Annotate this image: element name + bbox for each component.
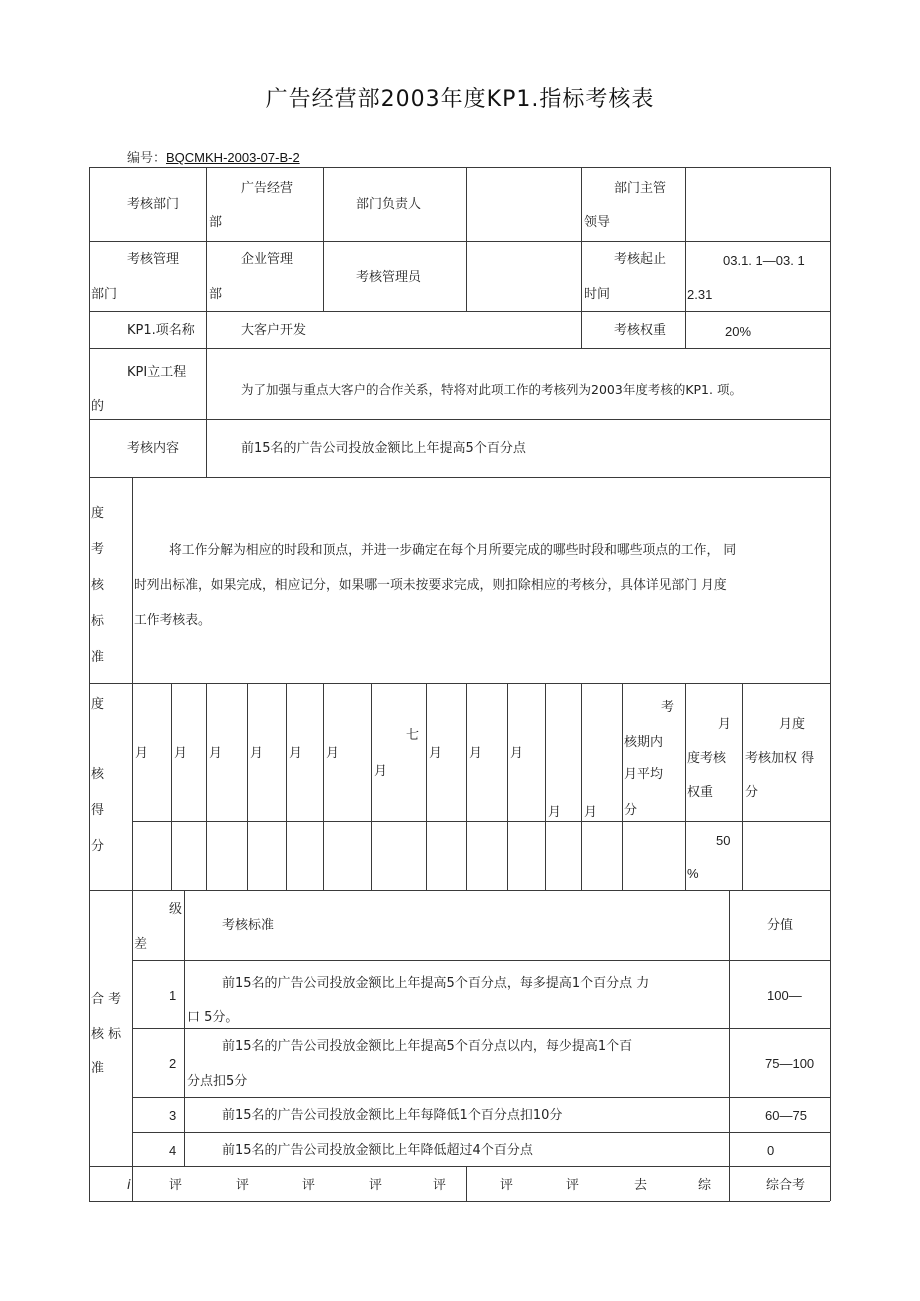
col-divider [206,683,207,890]
col-divider [466,1166,467,1201]
level-header-line2: 差 [134,937,148,952]
table-border-right [830,167,831,1201]
table-border-top [89,167,830,168]
grade-standard-line1: 前15名的广告公司投放金额比上年提高5个百分点，每多提高1个百分点 力 [222,976,650,991]
avg-header-line: 分 [624,803,638,818]
dept-value-line1: 广告经营 [241,181,294,196]
bottom-cell: 评 [236,1178,250,1193]
month-header: 月 [469,746,483,761]
period-label-line2: 时间 [584,287,611,302]
month-header: 月 [510,746,524,761]
code-value: BQCMKH-2003-07-B-2 [166,150,300,165]
grade-standard-line1: 前15名的广告公司投放金额比上年降低超过4个百分点 [222,1143,533,1158]
weight-value-line1: 50 [716,833,731,848]
month-header: 月 [584,805,598,820]
weight-label: 考核权重 [614,323,667,338]
month-header: 月 [250,746,264,761]
row-divider [132,1132,830,1133]
col-divider [685,683,686,890]
table-border-bottom [89,1201,830,1202]
col-divider [742,683,743,890]
bottom-cell: 去 [634,1178,648,1193]
weighted-header-line: 月度 [779,717,806,732]
grade-level: 4 [169,1143,177,1158]
col-divider [132,477,133,890]
grade-standard-line2: 口 5分。 [187,1010,239,1025]
avg-header-line: 核期内 [624,735,664,750]
month-header: 月 [135,746,149,761]
bottom-cell: 评 [566,1178,580,1193]
monthly-standard-text-line2: 时列出标准，如果完成，相应记分，如果哪一项未按要求完成，则扣除相应的考核分，具体详见部门 月度 [134,578,727,593]
monthly-standard-text-line3: 工作考核表。 [134,613,211,628]
monthly-score-label-char: 分 [91,839,105,854]
grading-label-line3: 准 [91,1061,105,1076]
period-value-line1: 03.1. 1—03. 1 [723,253,805,268]
bottom-cell: 综 [698,1178,712,1193]
col-divider [545,683,546,890]
row-divider [89,348,830,349]
col-divider [132,890,133,1201]
col-divider [426,683,427,890]
row-divider [132,1028,830,1029]
month-header: 月 [174,746,188,761]
mgmt-dept-label-line2: 部门 [91,287,118,302]
row-divider [89,241,830,242]
purpose-label-line1: KPI立工程 [127,365,187,380]
col-divider [184,890,185,1166]
admin-label: 考核管理员 [356,270,422,285]
grading-label-line1: 合 考 [91,992,122,1007]
col-divider [685,167,686,348]
col-divider [729,890,730,1201]
weight-header-line: 权重 [687,785,714,800]
month-header-july-char: 月 [374,764,388,779]
bottom-first-cell: i [127,1178,131,1193]
col-divider [466,683,467,890]
standard-header: 考核标准 [222,918,275,933]
col-divider [247,683,248,890]
dept-head-label: 部门负责人 [356,197,422,212]
weight-value: 20% [725,324,752,339]
mgmt-dept-value-line1: 企业管理 [241,252,294,267]
grade-score: 100— [767,988,802,1003]
grade-standard-line1: 前15名的广告公司投放金额比上年每降低1个百分点扣10分 [222,1108,563,1123]
row-divider [89,683,830,684]
row-divider [132,960,830,961]
dept-value-line2: 部 [209,215,223,230]
avg-header-line: 考 [661,700,675,715]
grading-label-line2: 核 标 [91,1027,122,1042]
col-divider [371,683,372,890]
grade-standard-line2: 分点扣5分 [187,1074,248,1089]
month-header: 月 [326,746,340,761]
bottom-cell: 评 [369,1178,383,1193]
col-divider [466,167,467,311]
leader-label-line1: 部门主管 [614,181,667,196]
row-divider [89,477,830,478]
monthly-score-label-char: 度 [91,697,105,712]
code-label: 编号： [127,151,167,166]
col-divider [171,683,172,890]
month-header: 月 [548,805,562,820]
mgmt-dept-value-line2: 部 [209,287,223,302]
kpi-name-value: 大客户开发 [241,323,307,338]
grade-score: 0 [767,1143,775,1158]
bottom-cell: 评 [302,1178,316,1193]
purpose-label-line2: 的 [91,399,105,414]
bottom-cell: 评 [433,1178,447,1193]
row-divider [132,821,830,822]
col-divider [507,683,508,890]
bottom-cell: 评 [500,1178,514,1193]
weighted-header-line: 考核加权 得 [745,751,815,766]
score-header: 分值 [767,918,794,933]
col-divider [581,683,582,890]
level-header-line1: 级 [169,902,183,917]
monthly-score-label-char: 核 [91,767,105,782]
monthly-standard-label-char: 度 [91,506,105,521]
leader-label-line2: 领导 [584,215,611,230]
content-label: 考核内容 [127,441,180,456]
col-divider [581,167,582,348]
period-label-line1: 考核起止 [614,252,667,267]
row-divider [89,311,830,312]
avg-header-line: 月平均 [624,767,664,782]
monthly-standard-label-char: 考 [91,542,105,557]
content-value: 前15名的广告公司投放金额比上年提高5个百分点 [241,441,526,456]
row-divider [132,1097,830,1098]
bottom-cell: 评 [169,1178,183,1193]
monthly-standard-label-char: 核 [91,578,105,593]
grade-level: 1 [169,988,177,1003]
grade-score: 75—100 [765,1056,815,1071]
grade-level: 2 [169,1056,177,1071]
dept-label: 考核部门 [127,197,180,212]
page-title: 广告经营部2003年度KP1.指标考核表 [265,87,655,112]
col-divider [206,167,207,477]
kpi-name-label: KP1.项名称 [127,323,195,338]
month-header: 月 [209,746,223,761]
grade-score: 60—75 [765,1108,807,1123]
purpose-value: 为了加强与重点大客户的合作关系，特将对此项工作的考核列为2003年度考核的KP1. 项。 [241,382,742,397]
grade-standard-line1: 前15名的广告公司投放金额比上年提高5个百分点以内，每少提高1个百 [222,1039,633,1054]
bottom-last-cell: 综合考 [766,1178,806,1193]
row-divider [89,419,830,420]
period-value-line2: 2.31 [687,287,713,302]
month-header: 月 [289,746,303,761]
monthly-standard-label-char: 标 [91,614,105,629]
weight-header-line: 月 [718,717,732,732]
monthly-standard-label-char: 准 [91,650,105,665]
col-divider [286,683,287,890]
row-divider [89,1166,830,1167]
weight-value-line2: % [687,866,699,881]
month-header-july-char: 七 [406,728,420,743]
grade-level: 3 [169,1108,177,1123]
col-divider [323,167,324,311]
col-divider [622,683,623,890]
mgmt-dept-label-line1: 考核管理 [127,252,180,267]
monthly-standard-text-line1: 将工作分解为相应的时段和顶点，并进一步确定在每个月所要完成的哪些时段和哪些项点的工作， 同 [169,543,737,558]
row-divider [89,890,830,891]
document-code [127,147,300,166]
month-header: 月 [429,746,443,761]
weighted-header-line: 分 [745,785,759,800]
monthly-score-label-char: 得 [91,803,105,818]
col-divider [323,683,324,890]
weight-header-line: 度考核 [687,751,727,766]
table-border-left [89,167,90,1201]
